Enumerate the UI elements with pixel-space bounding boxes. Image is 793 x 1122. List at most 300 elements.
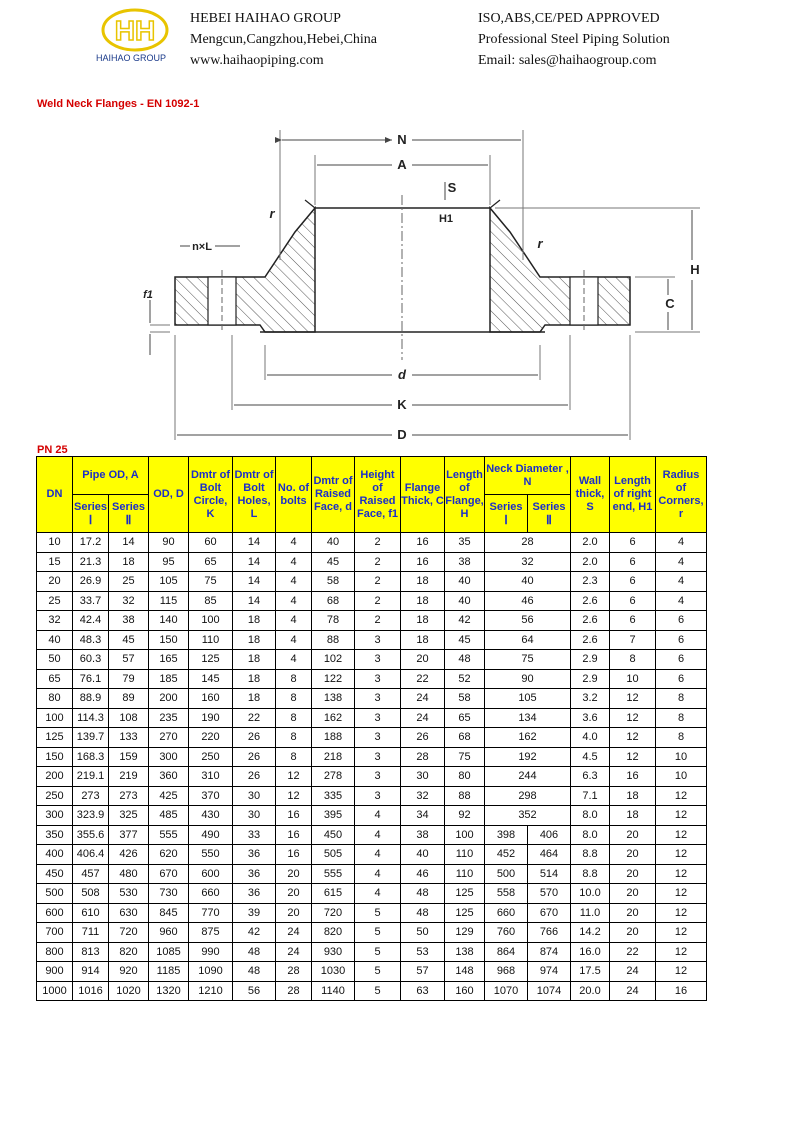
table-cell: 28 [276, 962, 312, 982]
table-cell: 505 [312, 845, 355, 865]
table-cell: 36 [233, 845, 276, 865]
table-cell: 42.4 [73, 611, 109, 631]
table-cell: 2.6 [571, 630, 610, 650]
table-cell: 16 [276, 845, 312, 865]
table-cell: 125 [445, 884, 485, 904]
company-info [190, 8, 377, 71]
table-cell: 514 [528, 864, 571, 884]
table-cell: 730 [149, 884, 189, 904]
table-cell: 48 [233, 962, 276, 982]
table-cell: 150 [149, 630, 189, 650]
table-cell: 18 [233, 650, 276, 670]
table-cell: 352 [485, 806, 571, 826]
col-radius: Radius of Corners, r [656, 457, 707, 533]
col-height-raised: Height of Raised Face, f1 [355, 457, 401, 533]
table-cell: 52 [445, 669, 485, 689]
col-length-right: Length of right end, H1 [610, 457, 656, 533]
table-cell: 2.3 [571, 572, 610, 592]
table-row [37, 611, 707, 631]
table-cell: 920 [109, 962, 149, 982]
table-cell: 3.6 [571, 708, 610, 728]
table-cell: 68 [445, 728, 485, 748]
table-cell: 10 [656, 747, 707, 767]
table-cell: 88 [312, 630, 355, 650]
table-cell: 162 [485, 728, 571, 748]
table-cell: 200 [37, 767, 73, 787]
table-cell: 430 [189, 806, 233, 826]
table-cell: 110 [445, 864, 485, 884]
table-cell: 200 [149, 689, 189, 709]
table-cell: 670 [528, 903, 571, 923]
table-cell: 57 [401, 962, 445, 982]
dim-r-left: r [269, 206, 275, 221]
table-cell: 766 [528, 923, 571, 943]
table-cell: 3 [355, 630, 401, 650]
table-cell: 45 [109, 630, 149, 650]
table-cell: 12 [610, 747, 656, 767]
table-cell: 4.5 [571, 747, 610, 767]
table-cell: 12 [656, 884, 707, 904]
table-cell: 355.6 [73, 825, 109, 845]
table-cell: 12 [656, 864, 707, 884]
table-cell: 3 [355, 689, 401, 709]
table-cell: 914 [73, 962, 109, 982]
table-cell: 26 [401, 728, 445, 748]
dim-h1: H1 [438, 213, 454, 225]
table-cell: 25 [37, 591, 73, 611]
table-cell: 18 [233, 611, 276, 631]
company-website[interactable]: www.haihaopiping.com [190, 53, 324, 68]
table-cell: 8.8 [571, 864, 610, 884]
table-cell: 12 [656, 962, 707, 982]
table-cell: 8 [656, 689, 707, 709]
table-cell: 18 [109, 552, 149, 572]
table-cell: 40 [312, 533, 355, 553]
table-cell: 4 [355, 845, 401, 865]
table-cell: 6 [610, 591, 656, 611]
table-cell: 21.3 [73, 552, 109, 572]
table-cell: 58 [445, 689, 485, 709]
table-cell: 20 [276, 884, 312, 904]
table-cell: 8 [610, 650, 656, 670]
table-cell: 7.1 [571, 786, 610, 806]
dim-d: d [398, 367, 406, 382]
table-cell: 273 [73, 786, 109, 806]
table-cell: 550 [189, 845, 233, 865]
table-cell: 450 [37, 864, 73, 884]
table-cell: 26 [233, 747, 276, 767]
col-bolt-circle: Dmtr of Bolt Circle, K [189, 457, 233, 533]
table-cell: 1090 [189, 962, 233, 982]
table-cell: 56 [233, 981, 276, 1001]
col-neck-series1: Series Ⅰ [485, 495, 528, 533]
table-cell: 18 [401, 591, 445, 611]
table-cell: 24 [401, 708, 445, 728]
table-cell: 974 [528, 962, 571, 982]
table-cell: 720 [312, 903, 355, 923]
table-cell: 12 [610, 689, 656, 709]
slogan: Professional Steel Piping Solution [478, 32, 670, 47]
table-cell: 22 [233, 708, 276, 728]
table-cell: 700 [37, 923, 73, 943]
table-cell: 24 [610, 981, 656, 1001]
table-cell: 18 [401, 630, 445, 650]
table-cell: 50 [37, 650, 73, 670]
table-cell: 2.6 [571, 591, 610, 611]
table-row [37, 533, 707, 553]
table-cell: 2.9 [571, 650, 610, 670]
table-cell: 1020 [109, 981, 149, 1001]
table-cell: 5 [355, 981, 401, 1001]
table-cell: 250 [189, 747, 233, 767]
table-cell: 2.6 [571, 611, 610, 631]
table-cell: 28 [401, 747, 445, 767]
table-cell: 4 [276, 611, 312, 631]
dim-r-right: r [537, 236, 543, 251]
table-cell: 48 [233, 942, 276, 962]
col-dn: DN [37, 457, 73, 533]
table-cell: 4 [276, 572, 312, 592]
table-cell: 60 [189, 533, 233, 553]
table-cell: 2.0 [571, 552, 610, 572]
table-row [37, 884, 707, 904]
table-cell: 219 [109, 767, 149, 787]
table-cell: 35 [445, 533, 485, 553]
table-cell: 18 [610, 806, 656, 826]
table-cell: 188 [312, 728, 355, 748]
table-row [37, 864, 707, 884]
table-cell: 45 [445, 630, 485, 650]
table-cell: 30 [401, 767, 445, 787]
table-cell: 4 [276, 591, 312, 611]
table-cell: 16.0 [571, 942, 610, 962]
table-cell: 88 [445, 786, 485, 806]
table-cell: 32 [37, 611, 73, 631]
table-cell: 125 [445, 903, 485, 923]
table-cell: 4.0 [571, 728, 610, 748]
table-cell: 6 [656, 630, 707, 650]
table-cell: 95 [149, 552, 189, 572]
table-cell: 14.2 [571, 923, 610, 943]
table-cell: 159 [109, 747, 149, 767]
table-cell: 6 [610, 572, 656, 592]
table-cell: 610 [73, 903, 109, 923]
table-cell: 42 [233, 923, 276, 943]
table-cell: 500 [485, 864, 528, 884]
table-cell: 133 [109, 728, 149, 748]
table-cell: 40 [401, 845, 445, 865]
dim-a: A [397, 157, 407, 172]
table-cell: 65 [37, 669, 73, 689]
table-cell: 250 [37, 786, 73, 806]
table-row [37, 591, 707, 611]
table-cell: 2 [355, 591, 401, 611]
table-row [37, 845, 707, 865]
table-cell: 125 [189, 650, 233, 670]
table-cell: 139.7 [73, 728, 109, 748]
table-cell: 18 [233, 630, 276, 650]
table-cell: 10 [610, 669, 656, 689]
table-cell: 26.9 [73, 572, 109, 592]
table-row [37, 572, 707, 592]
table-cell: 18 [401, 572, 445, 592]
table-cell: 134 [485, 708, 571, 728]
table-cell: 30 [233, 806, 276, 826]
table-cell: 3 [355, 728, 401, 748]
table-cell: 75 [445, 747, 485, 767]
table-cell: 63 [401, 981, 445, 1001]
table-cell: 6 [656, 611, 707, 631]
table-cell: 4 [656, 591, 707, 611]
table-cell: 3.2 [571, 689, 610, 709]
table-cell: 26 [233, 728, 276, 748]
table-cell: 20 [276, 864, 312, 884]
table-cell: 145 [189, 669, 233, 689]
table-cell: 4 [276, 650, 312, 670]
table-cell: 20 [610, 903, 656, 923]
table-cell: 20.0 [571, 981, 610, 1001]
table-cell: 480 [109, 864, 149, 884]
table-cell: 16 [610, 767, 656, 787]
table-cell: 24 [276, 923, 312, 943]
table-cell: 53 [401, 942, 445, 962]
table-cell: 90 [485, 669, 571, 689]
col-neck-series2: Series Ⅱ [528, 495, 571, 533]
table-cell: 14 [233, 533, 276, 553]
document-title: Weld Neck Flanges - EN 1092-1 [37, 98, 200, 110]
table-cell: 2.0 [571, 533, 610, 553]
table-cell: 46 [401, 864, 445, 884]
table-cell: 14 [233, 552, 276, 572]
table-cell: 100 [445, 825, 485, 845]
table-row [37, 689, 707, 709]
table-row [37, 806, 707, 826]
table-cell: 2 [355, 572, 401, 592]
table-cell: 2 [355, 552, 401, 572]
table-row [37, 942, 707, 962]
col-pipe-series1: Series Ⅰ [73, 495, 109, 533]
table-cell: 10 [37, 533, 73, 553]
table-cell: 18 [610, 786, 656, 806]
table-cell: 1140 [312, 981, 355, 1001]
table-cell: 400 [37, 845, 73, 865]
flange-spec-table [36, 456, 707, 1001]
table-cell: 50 [401, 923, 445, 943]
table-cell: 125 [37, 728, 73, 748]
table-cell: 150 [37, 747, 73, 767]
col-pipe-series2: Series Ⅱ [109, 495, 149, 533]
table-cell: 89 [109, 689, 149, 709]
table-cell: 490 [189, 825, 233, 845]
table-cell: 930 [312, 942, 355, 962]
table-cell: 395 [312, 806, 355, 826]
table-cell: 310 [189, 767, 233, 787]
table-cell: 46 [485, 591, 571, 611]
table-cell: 33 [233, 825, 276, 845]
dim-d-od: D [397, 427, 407, 442]
table-cell: 20 [276, 903, 312, 923]
table-cell: 273 [109, 786, 149, 806]
table-cell: 278 [312, 767, 355, 787]
dim-n: N [397, 132, 407, 147]
table-cell: 48 [401, 903, 445, 923]
col-od: OD, D [149, 457, 189, 533]
col-wall-thick: Wall thick, S [571, 457, 610, 533]
certifications: ISO,ABS,CE/PED APPROVED [478, 11, 660, 26]
table-row [37, 767, 707, 787]
table-cell: 235 [149, 708, 189, 728]
dim-c: C [665, 296, 675, 311]
table-cell: 8 [656, 728, 707, 748]
table-cell: 160 [445, 981, 485, 1001]
table-cell: 60.3 [73, 650, 109, 670]
table-cell: 508 [73, 884, 109, 904]
table-cell: 900 [37, 962, 73, 982]
table-cell: 845 [149, 903, 189, 923]
table-cell: 555 [149, 825, 189, 845]
table-cell: 40 [485, 572, 571, 592]
table-row [37, 981, 707, 1001]
table-cell: 770 [189, 903, 233, 923]
table-cell: 78 [312, 611, 355, 631]
table-cell: 4 [355, 884, 401, 904]
table-cell: 38 [401, 825, 445, 845]
table-cell: 300 [37, 806, 73, 826]
table-cell: 64 [485, 630, 571, 650]
table-cell: 406 [528, 825, 571, 845]
table-cell: 270 [149, 728, 189, 748]
table-cell: 350 [37, 825, 73, 845]
table-cell: 32 [485, 552, 571, 572]
table-cell: 20 [37, 572, 73, 592]
table-cell: 138 [312, 689, 355, 709]
table-cell: 630 [109, 903, 149, 923]
table-cell: 14 [233, 591, 276, 611]
table-row [37, 708, 707, 728]
table-cell: 40 [445, 572, 485, 592]
table-cell: 17.5 [571, 962, 610, 982]
flange-drawing [130, 120, 710, 445]
table-cell: 12 [656, 786, 707, 806]
table-cell: 32 [109, 591, 149, 611]
table-cell: 406.4 [73, 845, 109, 865]
table-cell: 22 [610, 942, 656, 962]
table-cell: 18 [401, 611, 445, 631]
table-cell: 57 [109, 650, 149, 670]
table-cell: 5 [355, 942, 401, 962]
table-cell: 5 [355, 962, 401, 982]
table-cell: 4 [656, 552, 707, 572]
table-cell: 12 [656, 942, 707, 962]
table-cell: 8 [276, 689, 312, 709]
table-cell: 20 [401, 650, 445, 670]
table-cell: 570 [528, 884, 571, 904]
table-cell: 325 [109, 806, 149, 826]
table-cell: 1185 [149, 962, 189, 982]
table-cell: 1074 [528, 981, 571, 1001]
table-cell: 17.2 [73, 533, 109, 553]
table-cell: 24 [276, 942, 312, 962]
table-cell: 102 [312, 650, 355, 670]
table-cell: 24 [610, 962, 656, 982]
table-cell: 16 [276, 806, 312, 826]
table-cell: 3 [355, 786, 401, 806]
table-cell: 4 [276, 552, 312, 572]
table-cell: 42 [445, 611, 485, 631]
table-cell: 76.1 [73, 669, 109, 689]
table-cell: 4 [355, 825, 401, 845]
table-cell: 16 [276, 825, 312, 845]
table-cell: 15 [37, 552, 73, 572]
table-cell: 760 [485, 923, 528, 943]
col-length-flange: Length of Flange, H [445, 457, 485, 533]
table-cell: 555 [312, 864, 355, 884]
dim-k: K [397, 397, 407, 412]
table-cell: 1016 [73, 981, 109, 1001]
table-cell: 6.3 [571, 767, 610, 787]
table-cell: 711 [73, 923, 109, 943]
table-cell: 68 [312, 591, 355, 611]
table-cell: 138 [445, 942, 485, 962]
table-cell: 16 [401, 552, 445, 572]
table-cell: 75 [485, 650, 571, 670]
table-cell: 968 [485, 962, 528, 982]
table-cell: 220 [189, 728, 233, 748]
table-cell: 115 [149, 591, 189, 611]
table-cell: 425 [149, 786, 189, 806]
table-cell: 8 [276, 669, 312, 689]
table-row [37, 786, 707, 806]
table-cell: 300 [149, 747, 189, 767]
table-cell: 90 [149, 533, 189, 553]
table-cell: 34 [401, 806, 445, 826]
table-cell: 218 [312, 747, 355, 767]
table-row [37, 825, 707, 845]
logo-caption: HAIHAO GROUP [96, 53, 167, 63]
table-cell: 165 [149, 650, 189, 670]
col-neck-diameter: Neck Diameter , N [485, 457, 571, 495]
table-cell: 168.3 [73, 747, 109, 767]
table-cell: 48 [445, 650, 485, 670]
table-cell: 14 [109, 533, 149, 553]
table-row [37, 747, 707, 767]
table-cell: 398 [485, 825, 528, 845]
table-cell: 370 [189, 786, 233, 806]
email[interactable]: Email: sales@haihaogroup.com [478, 53, 657, 68]
table-cell: 3 [355, 669, 401, 689]
table-cell: 65 [445, 708, 485, 728]
table-cell: 875 [189, 923, 233, 943]
table-cell: 114.3 [73, 708, 109, 728]
table-cell: 670 [149, 864, 189, 884]
table-cell: 140 [149, 611, 189, 631]
table-cell: 12 [656, 903, 707, 923]
table-cell: 22 [401, 669, 445, 689]
table-cell: 185 [149, 669, 189, 689]
table-cell: 4 [355, 806, 401, 826]
table-cell: 33.7 [73, 591, 109, 611]
table-cell: 1030 [312, 962, 355, 982]
table-cell: 32 [401, 786, 445, 806]
col-raised-face: Dmtr of Raised Face, d [312, 457, 355, 533]
table-cell: 129 [445, 923, 485, 943]
table-cell: 20 [610, 884, 656, 904]
table-cell: 864 [485, 942, 528, 962]
table-cell: 335 [312, 786, 355, 806]
table-cell: 58 [312, 572, 355, 592]
table-cell: 4 [276, 533, 312, 553]
company-name: HEBEI HAIHAO GROUP [190, 11, 341, 26]
